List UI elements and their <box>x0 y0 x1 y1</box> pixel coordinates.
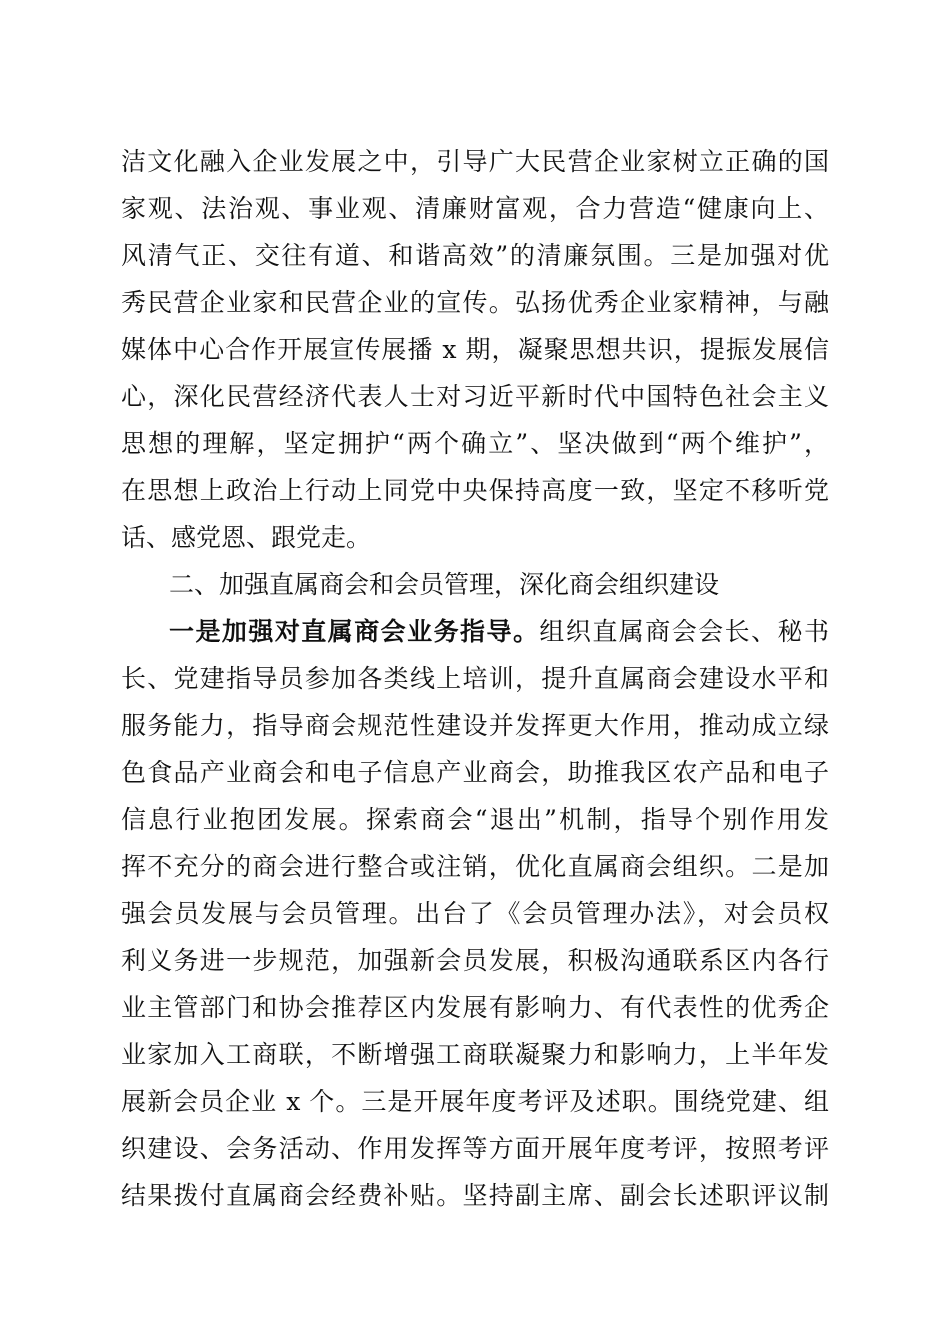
paragraph-line: 信息行业抱团发展。探索商会“退出”机制，指导个别作用发 <box>121 805 829 834</box>
paragraph-line: 展新会员企业 x 个。三是开展年度考评及述职。围绕党建、组 <box>121 1087 829 1116</box>
paragraph-first-line <box>169 610 829 654</box>
paragraph-line: 心，深化民营经济代表人士对习近平新时代中国特色社会主义 <box>121 382 829 411</box>
subsection-lead: 一是加强对直属商会业务指导。 <box>169 617 540 646</box>
paragraph-line: 话、感党恩、跟党走。 <box>121 523 372 552</box>
paragraph-line: 服务能力，指导商会规范性建设并发挥更大作用，推动成立绿 <box>121 711 829 740</box>
paragraph-line: 风清气正、交往有道、和谐高效”的清廉氛围。三是加强对优 <box>121 241 829 270</box>
paragraph-line: 强会员发展与会员管理。出台了《会员管理办法》，对会员权 <box>121 899 829 928</box>
paragraph-line: 结果拨付直属商会经费补贴。坚持副主席、副会长述职评议制 <box>121 1181 829 1210</box>
paragraph-line: 家观、法治观、事业观、清廉财富观，合力营造“健康向上、 <box>121 194 829 223</box>
paragraph-line: 业家加入工商联，不断增强工商联凝聚力和影响力，上半年发 <box>121 1040 829 1069</box>
paragraph-line: 秀民营企业家和民营企业的宣传。弘扬优秀企业家精神，与融 <box>121 288 829 317</box>
paragraph-line: 长、党建指导员参加各类线上培训，提升直属商会建设水平和 <box>121 664 829 693</box>
paragraph-line: 在思想上政治上行动上同党中央保持高度一致，坚定不移听党 <box>121 476 829 505</box>
paragraph-line: 思想的理解，坚定拥护“两个确立”、坚决做到“两个维护”， <box>121 429 829 458</box>
paragraph-line: 色食品产业商会和电子信息产业商会，助推我区农产品和电子 <box>121 758 829 787</box>
paragraph-line: 织建设、会务活动、作用发挥等方面开展年度考评，按照考评 <box>121 1134 829 1163</box>
paragraph-line: 利义务进一步规范，加强新会员发展，积极沟通联系区内各行 <box>121 946 829 975</box>
paragraph-line: 媒体中心合作开展宣传展播 x 期，凝聚思想共识，提振发展信 <box>121 335 829 364</box>
paragraph-line: 洁文化融入企业发展之中，引导广大民营企业家树立正确的国 <box>121 147 829 176</box>
paragraph-line-rest: 组织直属商会会长、秘书 <box>539 617 829 646</box>
section-heading: 二、加强直属商会和会员管理，深化商会组织建设 <box>169 570 720 599</box>
paragraph-line: 业主管部门和协会推荐区内发展有影响力、有代表性的优秀企 <box>121 993 829 1022</box>
paragraph-line: 挥不充分的商会进行整合或注销，优化直属商会组织。二是加 <box>121 852 829 881</box>
